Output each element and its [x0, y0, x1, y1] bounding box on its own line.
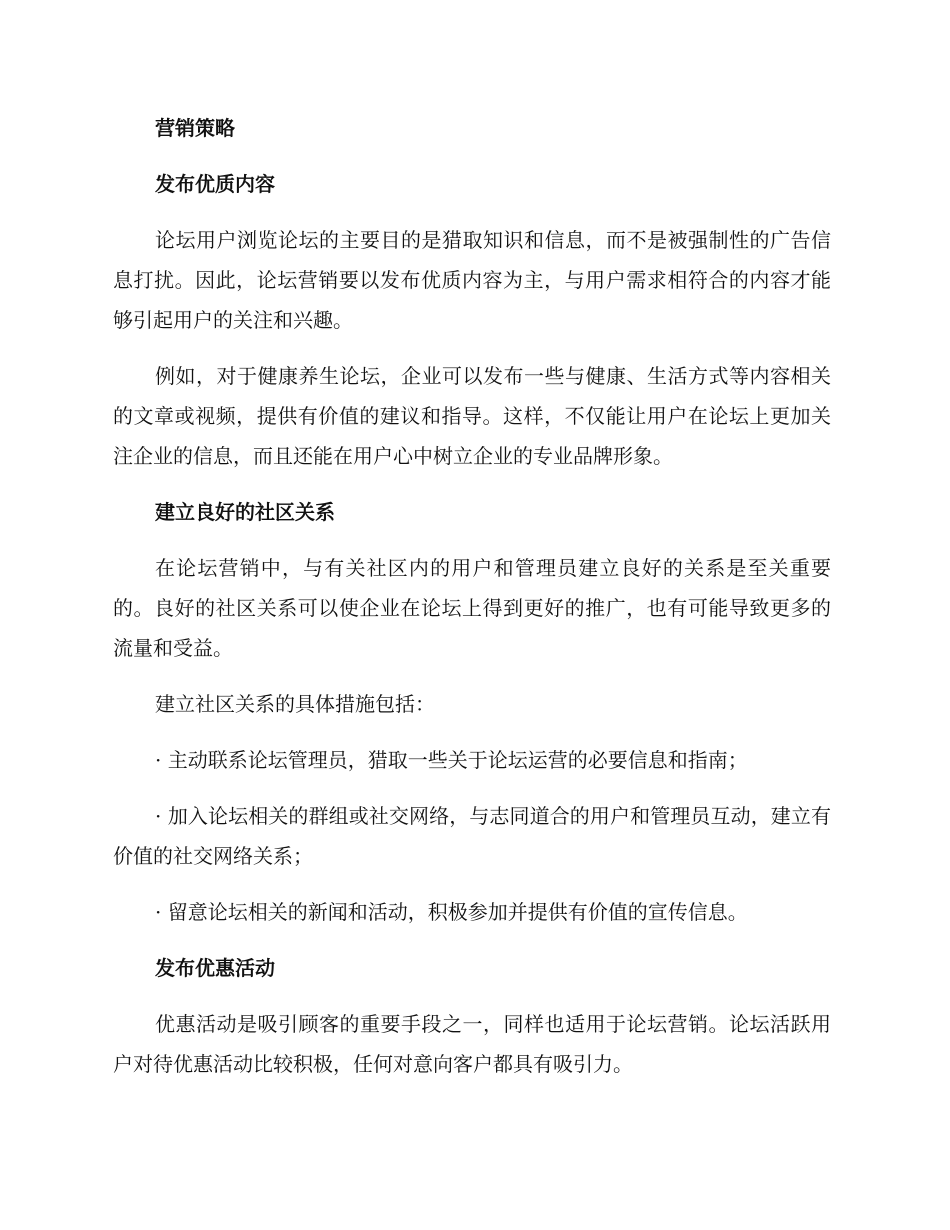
document-page [113, 108, 831, 1100]
section-heading-promotions: 发布优惠活动 [155, 956, 275, 980]
paragraph-promotions: 优惠活动是吸引顾客的重要手段之一，同样也适用于论坛营销。论坛活跃用户对待优惠活动比较积极，任何对意向客户都具有吸引力。 [113, 1012, 831, 1076]
section-heading-marketing-strategy: 营销策略 [155, 116, 235, 140]
list-item-contact-admin: · 主动联系论坛管理员，猎取一些关于论坛运营的必要信息和指南； [155, 748, 748, 772]
list-item-follow-news: · 留意论坛相关的新闻和活动，积极参加并提供有价值的宣传信息。 [155, 900, 748, 924]
paragraph-health-example: 例如，对于健康养生论坛，企业可以发布一些与健康、生活方式等内容相关的文章或视频，提供有价值的建议和指导。这样，不仅能让用户在论坛上更加关注企业的信息，而且还能在用户心中树立企业的专业品牌形象。 [113, 364, 831, 468]
paragraph-content-purpose: 论坛用户浏览论坛的主要目的是猎取知识和信息，而不是被强制性的广告信息打扰。因此，论坛营销要以发布优质内容为主，与用户需求相符合的内容才能够引起用户的关注和兴趣。 [113, 228, 831, 332]
paragraph-measures-intro: 建立社区关系的具体措施包括： [155, 692, 435, 716]
section-heading-quality-content: 发布优质内容 [155, 172, 275, 196]
section-heading-community-relations: 建立良好的社区关系 [155, 500, 335, 524]
list-item-join-groups: · 加入论坛相关的群组或社交网络，与志同道合的用户和管理员互动，建立有价值的社交网络关系； [113, 804, 831, 868]
paragraph-community-importance: 在论坛营销中，与有关社区内的用户和管理员建立良好的关系是至关重要的。良好的社区关系可以使企业在论坛上得到更好的推广，也有可能导致更多的流量和受益。 [113, 556, 831, 660]
